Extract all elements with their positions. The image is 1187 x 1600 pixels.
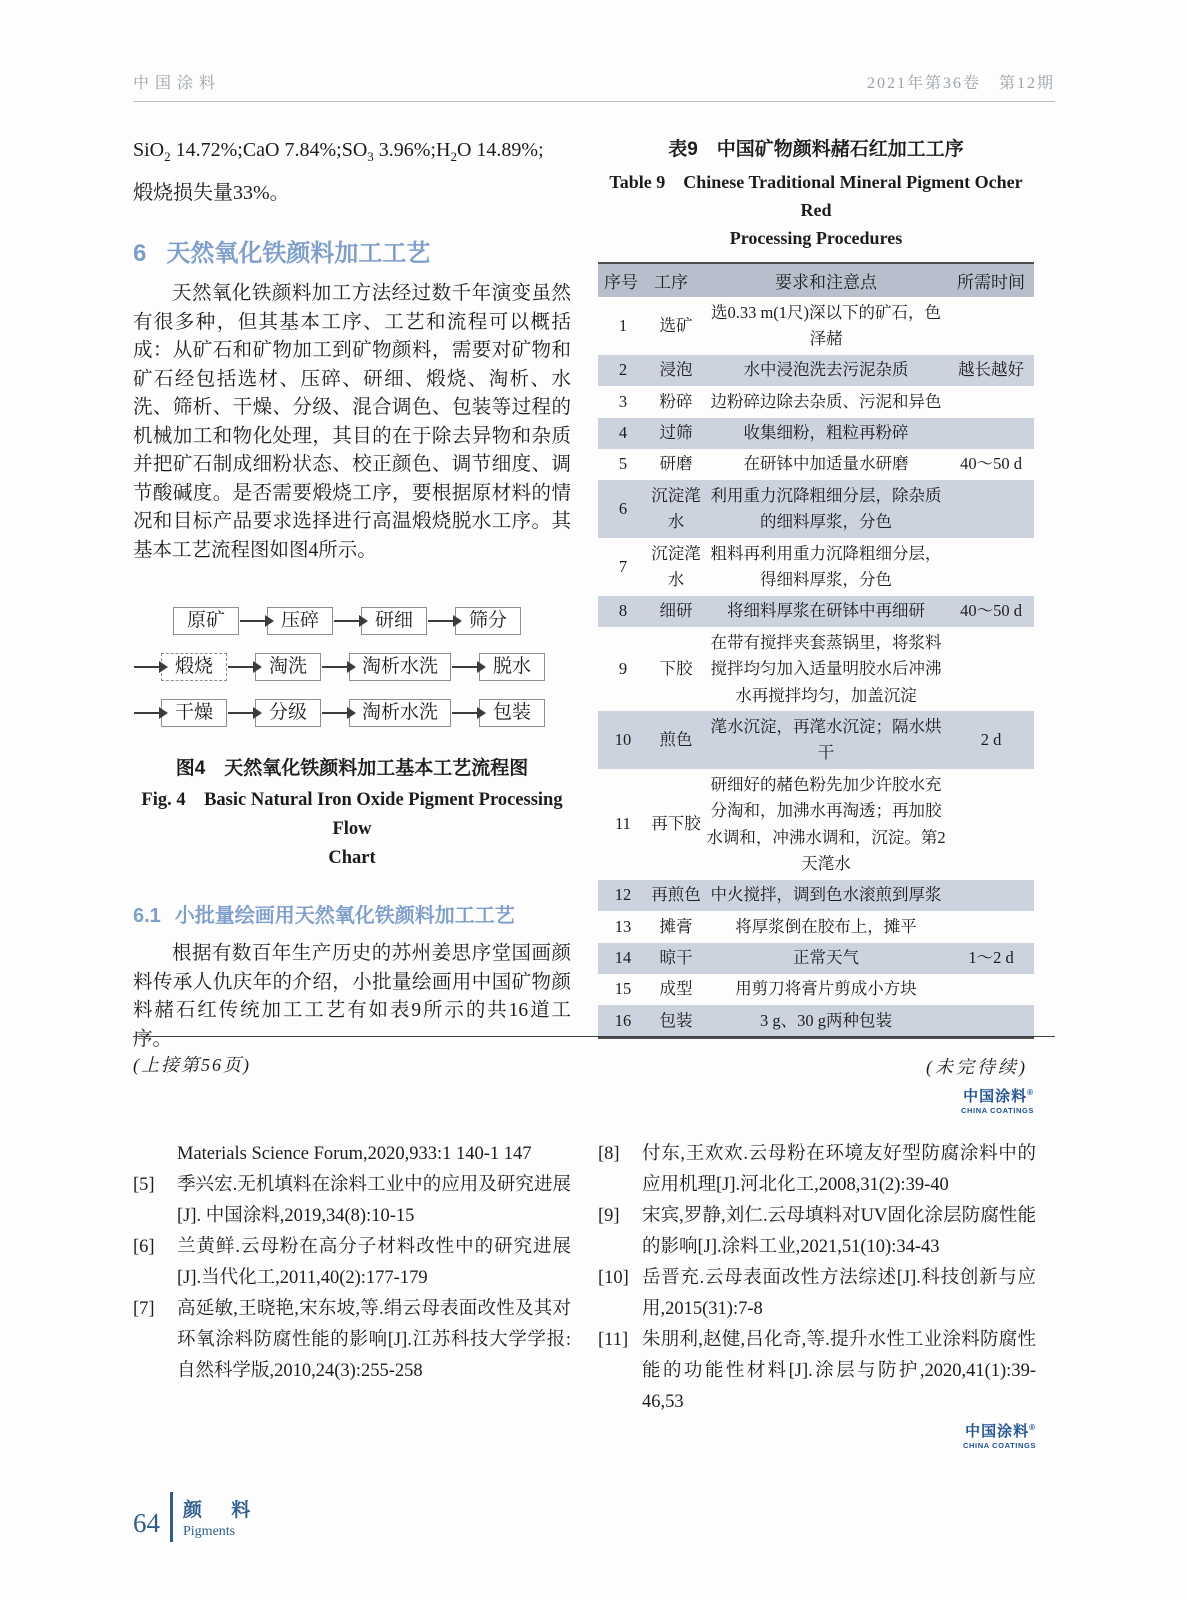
table-row [598,355,1034,386]
cell-process: 下胶 [659,659,693,679]
table-row [598,1005,1034,1037]
page-footer [133,1492,262,1542]
cell-time: 2 d [948,711,1034,769]
flow-arrow-icon [452,712,478,714]
cell-process: 成型 [659,979,693,999]
cell-no: 14 [598,943,648,974]
reference-number: [10] [598,1268,629,1288]
cell-time [948,386,1034,417]
reference-text: Materials Science Forum,2020,933:1 140-1 147 [177,1144,532,1164]
table-row [598,386,1034,417]
footer-divider-bar [170,1492,173,1542]
reference-number: [6] [133,1237,155,1257]
cell-time [948,1005,1034,1037]
references-right-column [598,1139,1036,1450]
footer-section-en: Pigments [183,1523,236,1539]
cell-no: 10 [598,711,648,769]
cell-no: 16 [598,1005,648,1037]
section-6-1-heading [133,899,571,928]
cell-process: 晾干 [648,943,704,974]
cell-process: 浸泡 [648,355,704,386]
flow-arrow-icon [240,620,266,622]
cell-time [948,627,1034,711]
table-header-row [598,263,1034,297]
flow-step-box: 研细 [361,607,427,635]
table-row [598,880,1034,911]
cell-time [948,418,1034,449]
reference-item [133,1294,571,1387]
cell-requirement: 正常天气 [704,943,948,974]
running-head [133,70,1055,102]
cell-requirement: 滗水沉淀，再滗水沉淀；隔水烘干 [704,711,948,769]
cell-process: 选矿 [659,315,693,335]
col-header-time: 所需时间 [948,263,1034,297]
cell-time [948,538,1034,596]
cell-process: 再下胶 [651,814,701,834]
col-header-no: 序号 [598,263,648,297]
section-6-paragraph: 天然氧化铁颜料加工方法经过数千年演变虽然有很多种，但其基本工序、工艺和流程可以概括成：从矿石和矿物加工到矿物颜料，需要对矿物和矿石经包括选材、压碎、研细、煅烧、淘析、水洗、筛析、干燥、分级、混合调色、包装等过程的机械加工和物化处理，其目的在于除去异物和杂质并把矿石制成细粉状态、校正颜色、调节细度、调节酸碱度。是否需要煅烧工序，要根据原材料的情况和目标产品要求选择进行高温煅烧脱水工序。其基本工艺流程图如图4所示。 [133,283,571,561]
cell-requirement: 将细料厚浆在研钵中再细研 [704,596,948,627]
table-row [598,943,1034,974]
flow-arrow-icon [322,712,348,714]
page-number: 64 [133,1507,160,1538]
cell-requirement: 选0.33 m(1尺)深以下的矿石，色泽赭 [710,302,942,348]
cell-time [948,911,1034,942]
flow-step-box: 包装 [479,699,545,727]
flow-arrow-icon [228,712,254,714]
reference-item [598,1201,1036,1263]
references-columns [133,1139,1055,1450]
cell-requirement: 水中浸泡洗去污泥杂质 [704,355,948,386]
section-6-title: 天然氧化铁颜料加工工艺 [166,240,431,267]
cell-no: 13 [614,916,632,936]
composition-formula-line: SiO$_2$ 14.72%;CaO $7.84\%;SO_3$ $3.96\%;H_2O$ 14.89%; [133,139,544,164]
cell-process: 沉淀滗水 [648,480,704,538]
section-6-1-number: 6.1 [133,905,161,927]
flow-step-box: 分级 [255,699,321,727]
cell-requirement: 边粉碎边除去杂质、污泥和异色 [710,391,942,411]
cell-process: 粉碎 [659,391,693,411]
cell-time [948,297,1034,355]
flow-arrow-icon [322,666,348,668]
table-row [598,449,1034,480]
figure-4-caption-cn: 图4 天然氧化铁颜料加工基本工艺流程图 [175,758,529,779]
section-6-number: 6 [133,240,147,267]
footer-section-cn: 颜 料 [183,1499,263,1521]
reference-text: 朱朋利,赵健,吕化奇,等.提升水性工业涂料防腐性能的功能性材料[J].涂层与防护,2020,41(1):39-46,53 [642,1330,1036,1412]
table-row [598,974,1034,1005]
cell-requirement: 用剪刀将膏片剪成小方块 [735,979,917,999]
cell-time [948,880,1034,911]
reference-item [133,1232,571,1294]
flow-step-box: 脱水 [479,653,545,681]
reference-text: 岳晋充.云母表面改性方法综述[J].科技创新与应用,2015(31):7-8 [642,1268,1036,1319]
cell-time: 越长越好 [948,355,1034,386]
reference-number [133,1139,177,1170]
composition-text [133,132,571,211]
cell-requirement: 3 g、30 g两种包装 [704,1005,948,1037]
figure-4-flowchart [133,607,571,727]
composition-loss-line: 煅烧损失量33%。 [133,182,290,204]
flow-step-box: 干燥 [161,699,227,727]
cell-no: 5 [618,454,628,474]
reference-number: [5] [133,1175,155,1195]
flow-step-box: 淘析水洗 [349,699,451,727]
table-9-title-en: Table 9 Chinese Traditional Mineral Pigment Ocher Red Processing Procedures [609,172,1023,248]
reference-item [598,1139,1036,1201]
flow-arrow-icon [134,712,160,714]
section-divider [133,1036,1055,1037]
figure-4-caption-en: Fig. 4 Basic Natural Iron Oxide Pigment Processing Flow Chart [141,790,563,868]
reference-number: [9] [598,1206,620,1226]
flow-step-box: 筛分 [455,607,521,635]
logo-trademark-icon: ® [1029,1423,1036,1432]
cell-no: 8 [598,596,648,627]
reference-text: 季兴宏.无机填料在涂料工业中的应用及研究进展[J]. 中国涂料,2019,34(8):10-15 [177,1175,571,1226]
table-9-title-cn: 表9 中国矿物颜料赭石红加工工序 [668,139,964,160]
cell-process: 摊膏 [659,916,693,936]
cell-time: 40～50 d [960,454,1022,474]
cell-no: 6 [598,480,648,538]
table-row [598,769,1034,880]
logo-en-text: CHINA COATINGS [961,1105,1034,1115]
journal-name: 中国涂料 [133,75,222,92]
flowchart-row [133,699,571,727]
table-row [598,297,1034,355]
cell-process: 再煎色 [648,880,704,911]
table-row [598,418,1034,449]
flow-step-box: 淘析水洗 [349,653,451,681]
table-9 [598,262,1034,1039]
reference-number: [8] [598,1144,620,1164]
logo-trademark-icon: ® [1027,1087,1034,1097]
cell-requirement: 研细好的赭色粉先加少许胶水充分淘和，加沸水再淘透；再加胶水调和，冲沸水调和，沉淀。第2天滗水 [706,774,946,873]
reference-text: 高延敏,王晓艳,宋东坡,等.绢云母表面改性及其对环氧涂料防腐性能的影响[J].江苏科技大学学报:自然科学版,2010,24(3):255-258 [177,1299,571,1381]
flow-step-box: 淘洗 [255,653,321,681]
flow-step-box: 原矿 [173,607,239,635]
reference-text: 兰黄鲜.云母粉在高分子材料改性中的研究进展[J].当代化工,2011,40(2):177-179 [177,1237,571,1288]
flow-arrow-icon [228,666,254,668]
table-row [598,538,1034,596]
flowchart-row [173,607,571,635]
issue-info: 2021年第36卷 第12期 [866,75,1055,92]
table-row [598,596,1034,627]
cell-no: 2 [598,355,648,386]
reference-item [598,1263,1036,1325]
table-row [598,627,1034,711]
reference-number: [7] [133,1299,155,1319]
cell-process: 过筛 [648,418,704,449]
flow-arrow-icon [134,666,160,668]
cell-requirement: 在带有搅拌夹套蒸锅里，将浆料搅拌均匀加入适量明胶水后冲沸水再搅拌均匀，加盖沉淀 [710,632,942,705]
cell-no: 11 [615,814,631,834]
cell-requirement: 利用重力沉降粗细分层，除杂质的细料厚浆，分色 [704,480,948,538]
table-row [598,711,1034,769]
table-body [598,297,1034,1038]
reference-item [598,1325,1036,1418]
right-column [598,128,1034,1114]
cell-requirement: 粗料再利用重力沉降粗细分层，得细料厚浆，分色 [710,543,942,590]
cell-time [948,974,1034,1005]
cell-no: 7 [618,556,628,576]
flowchart-row [133,653,571,681]
references-left-column [133,1139,571,1450]
cell-process: 沉淀滗水 [651,543,701,590]
cell-requirement: 中火搅拌，调到色水滚煎到厚浆 [704,880,948,911]
reference-item [133,1170,571,1232]
col-header-requirement: 要求和注意点 [704,263,948,297]
cell-time: 40～50 d [948,596,1034,627]
cell-process: 细研 [648,596,704,627]
cell-process: 煎色 [648,711,704,769]
flow-arrow-icon [452,666,478,668]
section-6-heading [133,233,571,268]
left-column [133,128,571,1054]
cell-no: 3 [618,391,628,411]
cell-no: 4 [598,418,648,449]
cell-no: 1 [618,315,628,335]
cell-time [948,769,1034,880]
china-coatings-logo-bottom: 中国涂料® CHINA COATINGS [963,1423,1036,1450]
cell-time: 1～2 d [948,943,1034,974]
flow-arrow-icon [428,620,454,622]
flow-step-box: 压碎 [267,607,333,635]
cell-requirement: 在研钵中加适量水研磨 [743,454,909,474]
reference-number: [11] [598,1330,629,1350]
references-section [133,1036,1055,1450]
cell-requirement: 收集细粉，粗粒再粉碎 [704,418,948,449]
reference-text: 付东,王欢欢.云母粉在环境友好型防腐涂料中的应用机理[J].河北化工,2008,31(2):39-40 [642,1144,1036,1195]
to-be-continued-note: (未完待续) [926,1056,1028,1077]
section-6-1-title: 小批量绘画用天然氧化铁颜料加工工艺 [174,905,515,927]
reference-item [133,1139,571,1170]
cell-requirement: 将厚浆倒在胶布上，摊平 [735,916,917,936]
table-row [598,911,1034,942]
cell-time [948,480,1034,538]
logo-cn-text: 中国涂料 [963,1087,1028,1105]
reference-text: 宋宾,罗静,刘仁.云母填料对UV固化涂层防腐性能的影响[J].涂料工业,2021,51(10):34-43 [642,1206,1036,1257]
cell-no: 9 [618,659,628,679]
cell-no: 12 [598,880,648,911]
section-6-1-paragraph: 根据有数百年生产历史的苏州姜思序堂国画颜料传承人仇庆年的介绍，小批量绘画用中国矿物颜料赭石红传统加工工艺有如表9所示的共16道工序。 [133,943,571,1050]
flow-step-box: 煅烧 [161,653,227,681]
cell-process: 包装 [648,1005,704,1037]
col-header-process: 工序 [648,263,704,297]
cell-process: 研磨 [659,454,693,474]
cell-no: 15 [614,979,632,999]
table-row [598,480,1034,538]
continued-from-note: (上接第56页) [133,1055,251,1075]
flow-arrow-icon [334,620,360,622]
